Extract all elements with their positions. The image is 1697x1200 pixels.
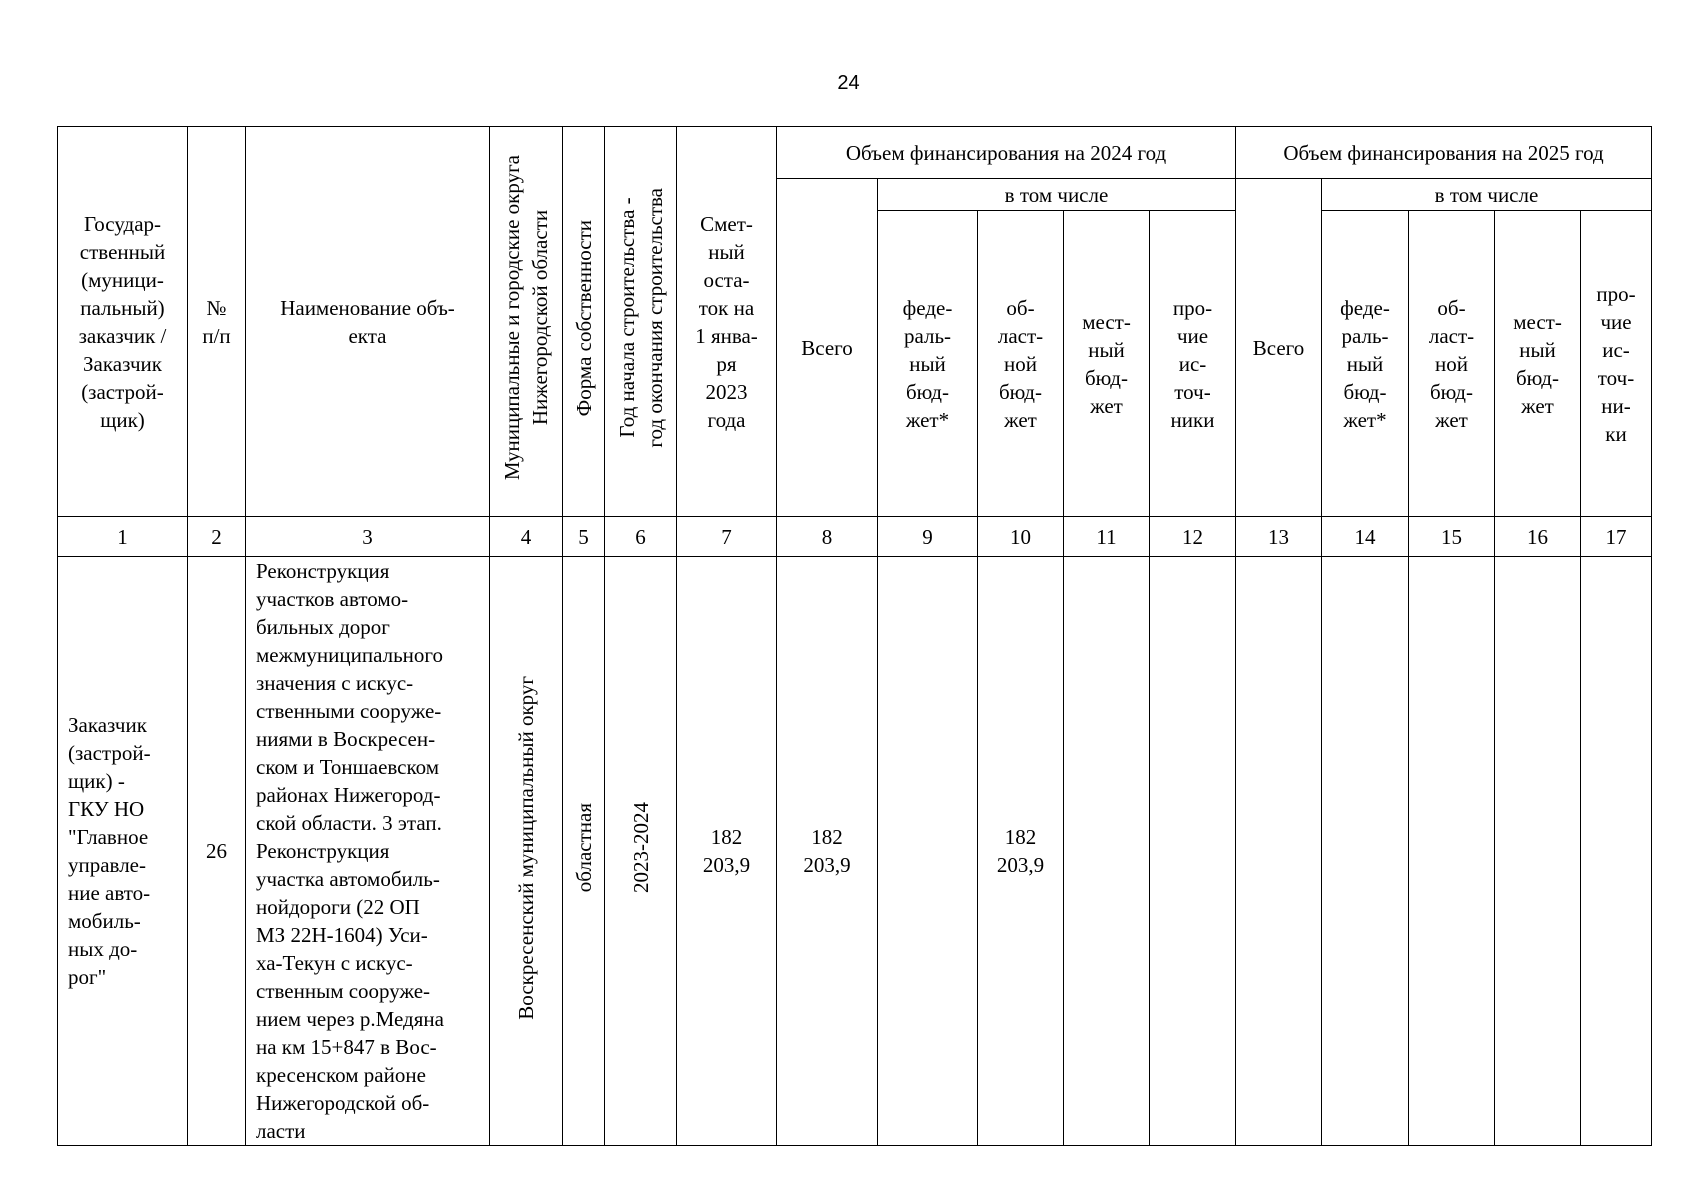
column-number: 17 (1581, 517, 1652, 557)
column-number-row (58, 517, 1652, 557)
column-number: 4 (490, 517, 563, 557)
column-number: 14 (1322, 517, 1409, 557)
header-customer: Государ- ственный (муници- пальный) заказчик / Заказчик (застрой- щик) (58, 127, 188, 517)
header-years-cell (605, 127, 677, 517)
header-financing-2024: Объем финансирования на 2024 год (777, 127, 1236, 179)
header-other-2025: про- чие ис- точ- ни- ки (1581, 211, 1652, 517)
header-regional-2024: об- ласт- ной бюд- жет (978, 211, 1064, 517)
customer-cell: Заказчик (застрой- щик) - ГКУ НО "Главное управле- ние авто- мобиль- ных до- рог" (58, 557, 188, 1146)
column-number: 11 (1064, 517, 1150, 557)
header-years: Год начала строительства - год окончания строительства (614, 188, 667, 448)
column-number: 12 (1150, 517, 1236, 557)
column-number: 5 (563, 517, 605, 557)
district-cell (490, 557, 563, 1146)
header-other-2024: про- чие ис- точ- ники (1150, 211, 1236, 517)
header-total-2025: Всего (1236, 179, 1322, 517)
header-district: Муниципальные и городские округа Нижегородской области (500, 155, 552, 481)
estimated-remainder-cell: 182 203,9 (677, 557, 777, 1146)
column-number: 7 (677, 517, 777, 557)
header-estimated-remainder: Смет- ный оста- ток на 1 янва- ря 2023 года (677, 127, 777, 517)
column-number: 6 (605, 517, 677, 557)
other-2024-cell (1150, 557, 1236, 1146)
object-name-cell: Реконструкция участков автомо- бильных дорог межмуниципального значения с искус- ственными сооруже- ниями в Воскресен- ском и Тоншаевском районах Нижегород- ской области. 3 этап. Реконструкция участка автомобиль- нойдороги (22 ОП МЗ 22Н-1604) Уси- ха-Текун с искус- ственным сооруже- нием через р.Медяна на км 15+847 в Вос- кресенском районе Нижегородской об- ласти (246, 557, 490, 1146)
header-total-2024: Всего (777, 179, 878, 517)
regional-2024-cell: 182 203,9 (978, 557, 1064, 1146)
column-number: 10 (978, 517, 1064, 557)
financing-table (57, 126, 1652, 1146)
federal-2025-cell (1322, 557, 1409, 1146)
column-number: 1 (58, 517, 188, 557)
header-financing-2025: Объем финансирования на 2025 год (1236, 127, 1652, 179)
years-text: 2023-2024 (628, 802, 653, 893)
header-local-2024: мест- ный бюд- жет (1064, 211, 1150, 517)
header-object-name: Наименование объ- екта (246, 127, 490, 517)
column-number: 8 (777, 517, 878, 557)
column-number: 3 (246, 517, 490, 557)
header-including-2024: в том числе (878, 179, 1236, 211)
years-cell (605, 557, 677, 1146)
header-regional-2025: об- ласт- ной бюд- жет (1409, 211, 1495, 517)
column-number: 2 (188, 517, 246, 557)
local-2024-cell (1064, 557, 1150, 1146)
ownership-cell (563, 557, 605, 1146)
district-text: Воскресенский муниципальный округ (514, 675, 538, 1020)
total-2024-cell: 182 203,9 (777, 557, 878, 1146)
row-number-cell: 26 (188, 557, 246, 1146)
page-number: 24 (837, 72, 860, 94)
header-district-cell (490, 127, 563, 517)
column-number: 13 (1236, 517, 1322, 557)
local-2025-cell (1495, 557, 1581, 1146)
column-number: 15 (1409, 517, 1495, 557)
federal-2024-cell (878, 557, 978, 1146)
header-federal-2025: феде- раль- ный бюд- жет* (1322, 211, 1409, 517)
regional-2025-cell (1409, 557, 1495, 1146)
table-row (58, 557, 1652, 1146)
column-number: 9 (878, 517, 978, 557)
header-ownership: Форма собственности (571, 219, 596, 417)
column-number: 16 (1495, 517, 1581, 557)
total-2025-cell (1236, 557, 1322, 1146)
header-local-2025: мест- ный бюд- жет (1495, 211, 1581, 517)
header-ownership-cell (563, 127, 605, 517)
other-2025-cell (1581, 557, 1652, 1146)
header-number: № п/п (188, 127, 246, 517)
ownership-text: областная (571, 802, 596, 893)
header-federal-2024: феде- раль- ный бюд- жет* (878, 211, 978, 517)
header-including-2025: в том числе (1322, 179, 1652, 211)
